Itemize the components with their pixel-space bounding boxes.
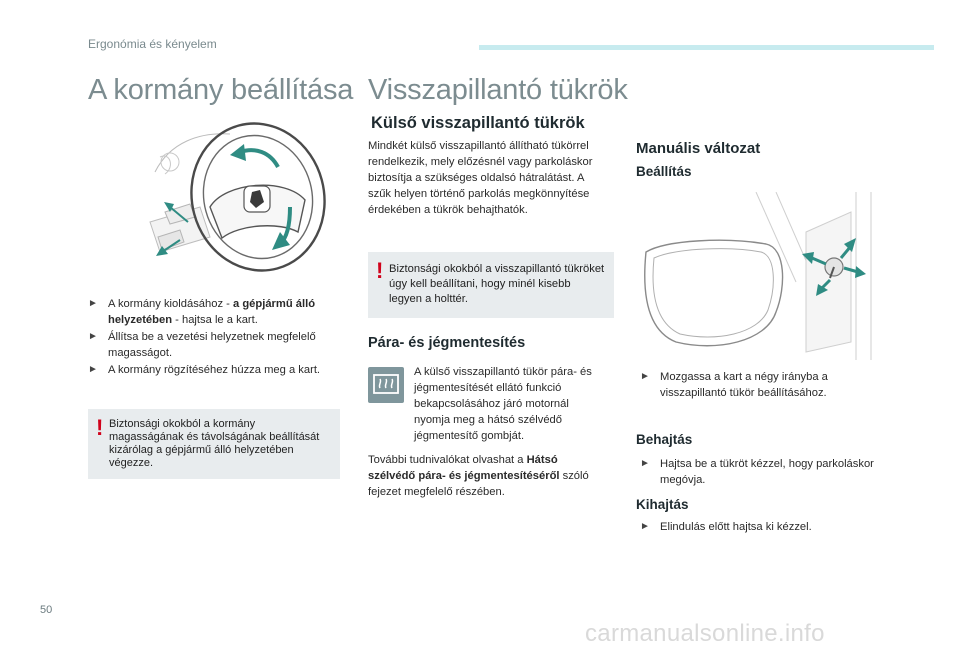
mirrors-warning-box xyxy=(368,252,614,318)
adjust-steps-list xyxy=(640,369,890,402)
list-item: ► Elindulás előtt hajtsa ki kézzel. xyxy=(640,521,812,533)
fold-heading: Behajtás xyxy=(636,432,693,447)
list-item: ► Mozgassa a kart a négy irányba a visszapillantó tükör beállításához. xyxy=(640,371,828,399)
list-item: ► Állítsa be a vezetési helyzetnek megfelelő magasságot. xyxy=(88,331,316,359)
steering-warning-box xyxy=(88,409,340,479)
defrost-text: A külső visszapillantó tükör pára- és jégmentesítését ellátó funkció bekapcsolásához járó motornál nyomja meg a hátsó szélvédő jégmentesítő gombját. xyxy=(414,366,592,442)
header-accent-bar xyxy=(479,45,934,50)
bullet-arrow-icon: ► xyxy=(88,298,98,309)
bullet-arrow-icon: ► xyxy=(640,458,650,469)
adjust-heading: Beállítás xyxy=(636,164,692,179)
bullet-arrow-icon: ► xyxy=(88,364,98,375)
list-item: ► A kormány kioldásához - a gépjármű álló helyzetében - hajtsa le a kart. xyxy=(88,298,316,326)
external-mirrors-heading: Külső visszapillantó tükrök xyxy=(371,114,585,132)
bullet-arrow-icon: ► xyxy=(640,521,650,532)
list-item: ► A kormány rögzítéséhez húzza meg a kart. xyxy=(88,364,321,376)
warning-text: Biztonsági okokból a visszapillantó tükröket úgy kell beállítani, hogy minél kisebb legyen a holttér. xyxy=(389,263,605,305)
section-label: Ergonómia és kényelem xyxy=(88,37,217,51)
page-number: 50 xyxy=(40,604,53,616)
unfold-heading: Kihajtás xyxy=(636,497,689,512)
warning-exclamation-icon: ! xyxy=(96,415,104,440)
manual-version-heading: Manuális változat xyxy=(636,140,761,157)
list-item: ► Hajtsa be a tükröt kézzel, hogy parkoláskor megóvja. xyxy=(640,458,874,486)
mirror-adjust-illustration xyxy=(636,192,888,360)
unfold-steps-list xyxy=(640,519,890,536)
mirrors-title: Visszapillantó tükrök xyxy=(368,74,628,106)
steering-wheel-illustration xyxy=(140,112,330,277)
more-info-text: További tudnivalókat olvashat a Hátsó szélvédő pára- és jégmentesítéséről szóló fejezet megfelelő részében. xyxy=(368,454,589,498)
warning-exclamation-icon: ! xyxy=(376,258,384,283)
watermark: carmanualsonline.info xyxy=(585,620,825,647)
steering-steps-list xyxy=(88,296,338,379)
warning-text: Biztonsági okokból a kormány magasságának és távolságának beállítását kizárólag a gépjármű álló helyzetében végezze. xyxy=(109,418,320,469)
bullet-arrow-icon: ► xyxy=(640,371,650,382)
mirrors-intro-text: Mindkét külső visszapillantó állítható tükörrel rendelkezik, mely előzésnél vagy parkoláskor biztosítja a szükséges oldalsó hátralátást. A szűk helyen történő parkolás megkönnyítése érdekében a tükrök behajthatók. xyxy=(368,140,593,216)
bullet-arrow-icon: ► xyxy=(88,331,98,342)
steering-wheel-title: A kormány beállítása xyxy=(88,74,354,106)
fold-steps-list xyxy=(640,456,890,489)
rear-defrost-icon xyxy=(368,367,404,403)
defrost-heading: Pára- és jégmentesítés xyxy=(368,335,526,351)
